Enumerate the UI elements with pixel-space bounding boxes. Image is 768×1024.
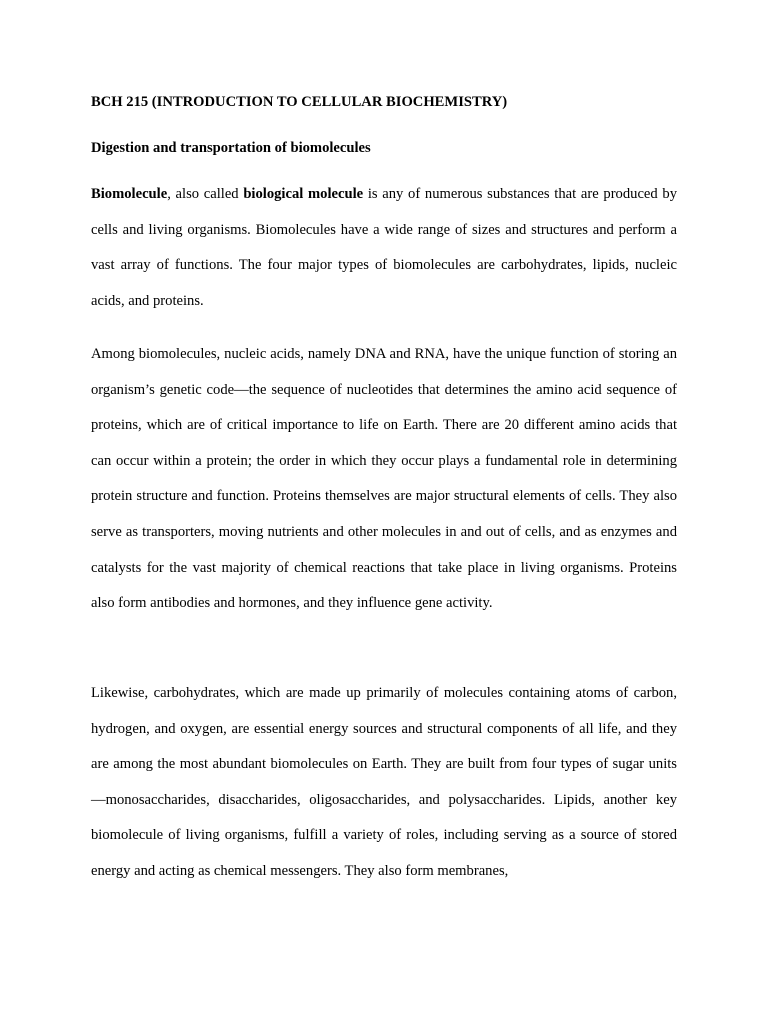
term-biomolecule: Biomolecule bbox=[91, 186, 168, 202]
section-title: Digestion and transportation of biomolecules bbox=[91, 140, 371, 156]
paragraph-biomolecule-definition bbox=[91, 177, 677, 319]
paragraph-carbohydrates-lipids: Likewise, carbohydrates, which are made up primarily of molecules containing atoms of carbon, hydrogen, and oxygen, are essential energy sources and structural components of all life, and they are among the most abundant biomolecules on Earth. They are built from four types of sugar units—monosaccharides, disaccharides, oligosaccharides, and polysaccharides. Lipids, another key biomolecule of living organisms, fulfill a variety of roles, including serving as a source of stored energy and acting as chemical messengers. They also form membranes, bbox=[91, 685, 677, 879]
paragraph-text: is any of numerous substances that are produced by cells and living organisms. Biomolecules have a wide range of sizes and structures and perform a vast array of functions. The four major types of biomolecules are carbohydrates, lipids, nucleic acids, and proteins. bbox=[91, 186, 677, 309]
paragraph-nucleic-acids-proteins: Among biomolecules, nucleic acids, namely DNA and RNA, have the unique function of storing an organism’s genetic code—the sequence of nucleotides that determines the amino acid sequence of proteins, which are of critical importance to life on Earth. There are 20 different amino acids that can occur within a protein; the order in which they occur plays a fundamental role in determining protein structure and function. Proteins themselves are major structural elements of cells. They also serve as transporters, moving nutrients and other molecules in and out of cells, and as enzymes and catalysts for the vast majority of chemical reactions that take place in living organisms. Proteins also form antibodies and hormones, and they influence gene activity. bbox=[91, 346, 677, 612]
term-biological-molecule: biological molecule bbox=[243, 186, 364, 202]
course-title: BCH 215 (INTRODUCTION TO CELLULAR BIOCHEMISTRY) bbox=[91, 94, 508, 110]
paragraph-text: , also called bbox=[167, 186, 244, 202]
